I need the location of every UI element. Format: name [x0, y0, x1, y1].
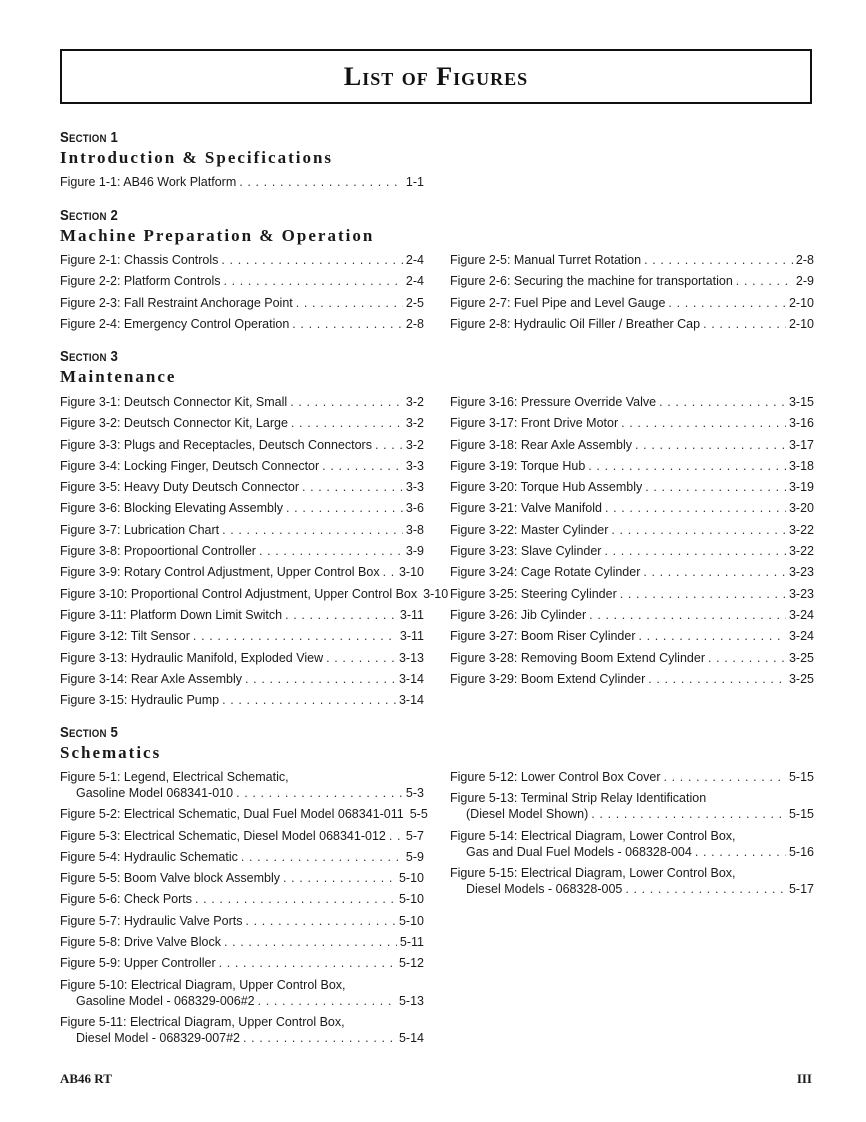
figure-page: 3-13: [398, 650, 424, 665]
dot-leader: [296, 295, 403, 311]
figure-page: 3-22: [788, 544, 814, 559]
figure-entry[interactable]: [450, 564, 814, 580]
figure-page: 2-8: [405, 316, 424, 331]
figure-entry[interactable]: [60, 849, 424, 865]
dot-leader: [245, 671, 396, 687]
figure-page: 2-4: [405, 274, 424, 289]
figure-label: Figure 5-2: Electrical Schematic, Dual Fuel Model 068341-011: [60, 807, 404, 822]
figure-page: 3-14: [398, 671, 424, 686]
section-1-left-column: [60, 174, 424, 195]
figure-label: Figure 3-21: Valve Manifold: [450, 501, 602, 516]
dot-leader: [283, 870, 396, 886]
figure-entry[interactable]: [450, 415, 814, 431]
figure-entry[interactable]: [60, 913, 424, 929]
figure-entry[interactable]: [60, 174, 424, 190]
dot-leader: [695, 844, 786, 860]
figure-entry[interactable]: [450, 295, 814, 311]
section-1-label: Section 1: [60, 129, 118, 146]
dot-leader: [736, 273, 793, 289]
section-5-label: Section 5: [60, 724, 118, 741]
figure-label: Figure 3-19: Torque Hub: [450, 458, 586, 473]
dot-leader: [611, 522, 786, 538]
figure-label: Figure 5-7: Hydraulic Valve Ports: [60, 913, 243, 928]
figure-label: Figure 2-5: Manual Turret Rotation: [450, 253, 642, 267]
figure-page: 2-4: [405, 253, 424, 267]
figure-entry[interactable]: [60, 500, 424, 516]
figure-label: Figure 2-4: Emergency Control Operation: [60, 316, 290, 331]
figure-entry[interactable]: [60, 828, 424, 844]
figure-label: Figure 2-3: Fall Restraint Anchorage Point: [60, 295, 293, 310]
dot-leader: [668, 295, 786, 311]
dot-leader: [620, 586, 786, 602]
figure-page: 3-19: [788, 480, 814, 495]
figure-label: Figure 2-6: Securing the machine for transportation: [450, 274, 733, 289]
figure-label: Figure 5-9: Upper Controller: [60, 956, 216, 971]
figure-page: 3-10: [398, 565, 424, 580]
section-5-left-column: [60, 769, 428, 1051]
figure-label: Figure 5-10: Electrical Diagram, Upper Control Box,: [60, 977, 346, 992]
figure-page: 5-7: [405, 828, 424, 843]
figure-label-continued-row: [450, 844, 814, 860]
dot-leader: [375, 437, 403, 453]
figure-entry[interactable]: [450, 479, 814, 495]
figure-label: Figure 3-2: Deutsch Connector Kit, Large: [60, 416, 288, 431]
section-3-label: Section 3: [60, 348, 118, 365]
figure-label: Figure 3-7: Lubrication Chart: [60, 522, 220, 537]
dot-leader: [703, 316, 786, 332]
section-3-right-column: [450, 394, 814, 692]
figure-page: 5-12: [398, 956, 424, 971]
figure-entry[interactable]: [60, 522, 424, 538]
dot-leader: [221, 252, 403, 268]
figure-entry[interactable]: [60, 458, 424, 474]
figure-entry[interactable]: [60, 955, 424, 971]
figure-page: 3-11: [399, 629, 424, 644]
figure-label-continued-row: [60, 785, 424, 801]
figure-label-continued-row: [60, 1030, 424, 1046]
dot-leader: [591, 806, 786, 822]
figure-page: 5-15: [788, 770, 814, 784]
figure-page: 5-17: [788, 881, 814, 896]
figure-label: Figure 2-1: Chassis Controls: [60, 253, 219, 267]
figure-entry[interactable]: [60, 891, 424, 907]
figure-entry[interactable]: [60, 295, 424, 311]
figure-entry[interactable]: [450, 437, 814, 453]
figure-page: 5-3: [405, 786, 424, 800]
figure-page: 5-11: [399, 935, 424, 950]
dot-leader: [326, 650, 396, 666]
figure-label: Figure 3-26: Jib Cylinder: [450, 607, 587, 622]
figure-page: 5-13: [398, 993, 424, 1008]
figure-entry[interactable]: [450, 394, 814, 410]
figure-page: 2-5: [405, 295, 424, 310]
dot-leader: [643, 564, 786, 580]
page-title: List of Figures: [343, 61, 529, 91]
figure-page: 3-16: [788, 416, 814, 431]
figure-page: 3-15: [788, 395, 814, 409]
figure-entry[interactable]: [450, 607, 814, 623]
dot-leader: [708, 650, 786, 666]
figure-entry[interactable]: [60, 316, 424, 332]
figure-label: Figure 5-14: Electrical Diagram, Lower Control Box,: [450, 828, 736, 843]
dot-leader: [322, 458, 403, 474]
footer-page-number: III: [796, 1071, 812, 1086]
figure-page: 5-9: [405, 849, 424, 864]
figure-label: Figure 3-18: Rear Axle Assembly: [450, 437, 633, 452]
dot-leader: [645, 479, 786, 495]
figure-entry[interactable]: [450, 316, 814, 332]
figure-entry[interactable]: [60, 437, 424, 453]
figure-page: 3-2: [405, 416, 424, 431]
figure-entry[interactable]: [450, 252, 814, 268]
section-3-left-column: [60, 394, 449, 713]
figure-entry[interactable]: [60, 479, 424, 495]
figure-page: 3-18: [788, 458, 814, 473]
dot-leader: [222, 692, 396, 708]
figure-label-continued-row: [450, 881, 814, 897]
dot-leader: [604, 543, 786, 559]
figure-entry[interactable]: [60, 650, 424, 666]
figure-entry[interactable]: [60, 394, 424, 410]
figure-entry[interactable]: [60, 671, 424, 687]
figure-label: Figure 3-4: Locking Finger, Deutsch Connector: [60, 458, 320, 473]
dot-leader: [193, 628, 397, 644]
figure-page: 3-17: [788, 437, 814, 452]
section-3-title: Maintenance: [60, 367, 177, 386]
figure-label-continued: Gasoline Model - 068329-006#2: [76, 993, 255, 1008]
figure-entry[interactable]: [60, 806, 428, 822]
figure-entry[interactable]: [60, 977, 424, 1009]
figure-entry[interactable]: [450, 828, 814, 860]
figure-entry[interactable]: [450, 650, 814, 666]
figure-entry[interactable]: [60, 564, 424, 580]
figure-entry[interactable]: [60, 934, 424, 950]
figure-page: 3-3: [405, 458, 424, 473]
figure-label: Figure 3-13: Hydraulic Manifold, Exploded View: [60, 650, 324, 665]
figure-entry[interactable]: [60, 415, 424, 431]
dot-leader: [659, 394, 786, 410]
figure-entry[interactable]: [450, 273, 814, 289]
dot-leader: [664, 769, 786, 785]
dot-leader: [219, 955, 396, 971]
section-2-title: Machine Preparation & Operation: [60, 226, 375, 245]
figure-entry[interactable]: [450, 543, 814, 559]
figure-label: Figure 3-15: Hydraulic Pump: [60, 693, 220, 708]
figure-label: Figure 3-24: Cage Rotate Cylinder: [450, 565, 641, 580]
figure-label: Figure 3-1: Deutsch Connector Kit, Small: [60, 395, 288, 409]
figure-entry[interactable]: [60, 607, 424, 623]
dot-leader: [389, 828, 403, 844]
dot-leader: [292, 316, 403, 332]
figure-label: Figure 5-3: Electrical Schematic, Diesel Model 068341-012: [60, 828, 386, 843]
figure-label-continued: Diesel Models - 068328-005: [466, 881, 623, 896]
figure-label: Figure 2-8: Hydraulic Oil Filler / Breather Cap: [450, 316, 701, 331]
figure-label: Figure 3-17: Front Drive Motor: [450, 416, 619, 431]
figure-label: Figure 3-28: Removing Boom Extend Cylinder: [450, 650, 705, 665]
page-title-box: [60, 49, 812, 104]
figure-page: 2-8: [795, 253, 814, 267]
figure-entry[interactable]: [450, 458, 814, 474]
dot-leader: [589, 607, 786, 623]
figure-label: Figure 3-29: Boom Extend Cylinder: [450, 671, 646, 686]
dot-leader: [625, 881, 786, 897]
figure-label: Figure 5-12: Lower Control Box Cover: [450, 770, 661, 784]
figure-entry[interactable]: [60, 273, 424, 289]
figure-page: 3-3: [405, 480, 424, 495]
figure-label: Figure 3-16: Pressure Override Valve: [450, 395, 657, 409]
footer-model: AB46 RT: [60, 1071, 112, 1086]
dot-leader: [222, 522, 403, 538]
dot-leader: [290, 394, 403, 410]
dot-leader: [621, 415, 786, 431]
figure-entry[interactable]: [450, 586, 814, 602]
figure-entry[interactable]: [450, 628, 814, 644]
section-1-title: Introduction & Specifications: [60, 148, 334, 167]
figure-page: 3-11: [399, 607, 424, 622]
figure-label-continued: Diesel Model - 068329-007#2: [76, 1030, 240, 1045]
figure-entry[interactable]: [60, 870, 424, 886]
figure-page: 5-15: [788, 807, 814, 822]
figure-label: Figure 5-5: Boom Valve block Assembly: [60, 871, 281, 886]
figure-label-continued: Gasoline Model 068341-010: [76, 786, 234, 800]
figure-label-continued-row: [450, 806, 814, 822]
figure-page: 5-10: [398, 892, 424, 907]
figure-page: 3-10: [423, 586, 449, 601]
figure-entry[interactable]: [450, 522, 814, 538]
dot-leader: [635, 437, 786, 453]
figure-label: Figure 5-11: Electrical Diagram, Upper Control Box,: [60, 1014, 345, 1029]
section-2-label: Section 2: [60, 207, 118, 224]
figure-label: Figure 3-6: Blocking Elevating Assembly: [60, 501, 284, 516]
figure-page: 3-8: [405, 522, 424, 537]
dot-leader: [223, 273, 402, 289]
figure-page: 5-5: [409, 807, 428, 822]
dot-leader: [236, 785, 403, 801]
section-2-right-column: [450, 252, 814, 337]
figure-page: 1-1: [405, 175, 424, 189]
figure-entry[interactable]: [450, 865, 814, 897]
figure-page: 3-20: [788, 501, 814, 516]
figure-page: 3-23: [788, 565, 814, 580]
figure-label: Figure 3-5: Heavy Duty Deutsch Connector: [60, 480, 299, 495]
figure-page: 5-16: [788, 844, 814, 859]
figure-label: Figure 5-4: Hydraulic Schematic: [60, 849, 238, 864]
figure-entry[interactable]: [60, 586, 449, 602]
dot-leader: [639, 628, 786, 644]
figure-label: Figure 5-6: Check Ports: [60, 892, 192, 907]
dot-leader: [195, 891, 396, 907]
figure-label: Figure 2-2: Platform Controls: [60, 274, 221, 289]
section-5-right-column: [450, 769, 814, 902]
figure-page: 2-10: [788, 295, 814, 310]
section-5-title: Schematics: [60, 743, 162, 762]
figure-entry[interactable]: [60, 692, 424, 708]
figure-label: Figure 5-13: Terminal Strip Relay Identification: [450, 791, 707, 806]
figure-label: Figure 3-25: Steering Cylinder: [450, 586, 617, 601]
figure-page: 3-24: [788, 607, 814, 622]
dot-leader: [286, 500, 403, 516]
figure-label: Figure 3-8: Propoortional Controller: [60, 544, 256, 559]
figure-entry[interactable]: [450, 769, 814, 785]
figure-page: 3-2: [405, 395, 424, 409]
dot-leader: [245, 913, 395, 929]
figure-page: 5-14: [398, 1030, 424, 1045]
dot-leader: [259, 543, 403, 559]
figure-label: Figure 3-11: Platform Down Limit Switch: [60, 607, 283, 622]
figure-page: 3-6: [405, 501, 424, 516]
figure-entry[interactable]: [450, 671, 814, 687]
dot-leader: [644, 252, 793, 268]
figure-label: Figure 3-12: Tilt Sensor: [60, 629, 190, 644]
dot-leader: [224, 934, 397, 950]
figure-label: Figure 5-1: Legend, Electrical Schematic,: [60, 770, 289, 784]
figure-entry[interactable]: [450, 790, 814, 822]
figure-label: Figure 5-8: Drive Valve Block: [60, 935, 221, 950]
figure-label: Figure 5-15: Electrical Diagram, Lower Control Box,: [450, 865, 736, 880]
figure-page: 3-9: [405, 544, 424, 559]
dot-leader: [241, 849, 403, 865]
dot-leader: [302, 479, 403, 495]
dot-leader: [605, 500, 786, 516]
figure-label-continued-row: [60, 993, 424, 1009]
figure-label: Figure 1-1: AB46 Work Platform: [60, 175, 237, 189]
figure-page: 3-23: [788, 586, 814, 601]
figure-entry[interactable]: [60, 769, 424, 801]
figure-page: 3-14: [398, 693, 424, 708]
dot-leader: [243, 1030, 396, 1046]
dot-leader: [383, 564, 396, 580]
figure-label: Figure 2-7: Fuel Pipe and Level Gauge: [450, 295, 666, 310]
figure-entry[interactable]: [60, 543, 424, 559]
figure-page: 5-10: [398, 913, 424, 928]
figure-page: 2-9: [795, 274, 814, 289]
figure-label-continued: (Diesel Model Shown): [466, 807, 589, 822]
figure-page: 5-10: [398, 871, 424, 886]
dot-leader: [239, 174, 403, 190]
figure-label: Figure 3-27: Boom Riser Cylinder: [450, 629, 636, 644]
figure-label: Figure 3-3: Plugs and Receptacles, Deutsch Connectors: [60, 437, 372, 452]
dot-leader: [285, 607, 397, 623]
figure-label: Figure 3-14: Rear Axle Assembly: [60, 671, 243, 686]
dot-leader: [648, 671, 786, 687]
dot-leader: [291, 415, 403, 431]
figure-label: Figure 3-10: Proportional Control Adjustment, Upper Control Box: [60, 586, 418, 601]
figure-entry[interactable]: [60, 252, 424, 268]
figure-label: Figure 3-23: Slave Cylinder: [450, 544, 602, 559]
figure-label: Figure 3-22: Master Cylinder: [450, 522, 609, 537]
figure-page: 3-2: [405, 437, 424, 452]
figure-label: Figure 3-20: Torque Hub Assembly: [450, 480, 643, 495]
dot-leader: [258, 993, 396, 1009]
section-2-left-column: [60, 252, 424, 337]
figure-entry[interactable]: [60, 628, 424, 644]
dot-leader: [588, 458, 786, 474]
figure-label: Figure 3-9: Rotary Control Adjustment, Upper Control Box: [60, 565, 380, 580]
figure-page: 3-22: [788, 522, 814, 537]
figure-page: 3-25: [788, 671, 814, 686]
figure-entry[interactable]: [450, 500, 814, 516]
figure-page: 3-25: [788, 650, 814, 665]
figure-label-continued: Gas and Dual Fuel Models - 068328-004: [466, 844, 692, 859]
figure-page: 2-10: [788, 316, 814, 331]
figure-page: 3-24: [788, 629, 814, 644]
figure-entry[interactable]: [60, 1014, 424, 1046]
